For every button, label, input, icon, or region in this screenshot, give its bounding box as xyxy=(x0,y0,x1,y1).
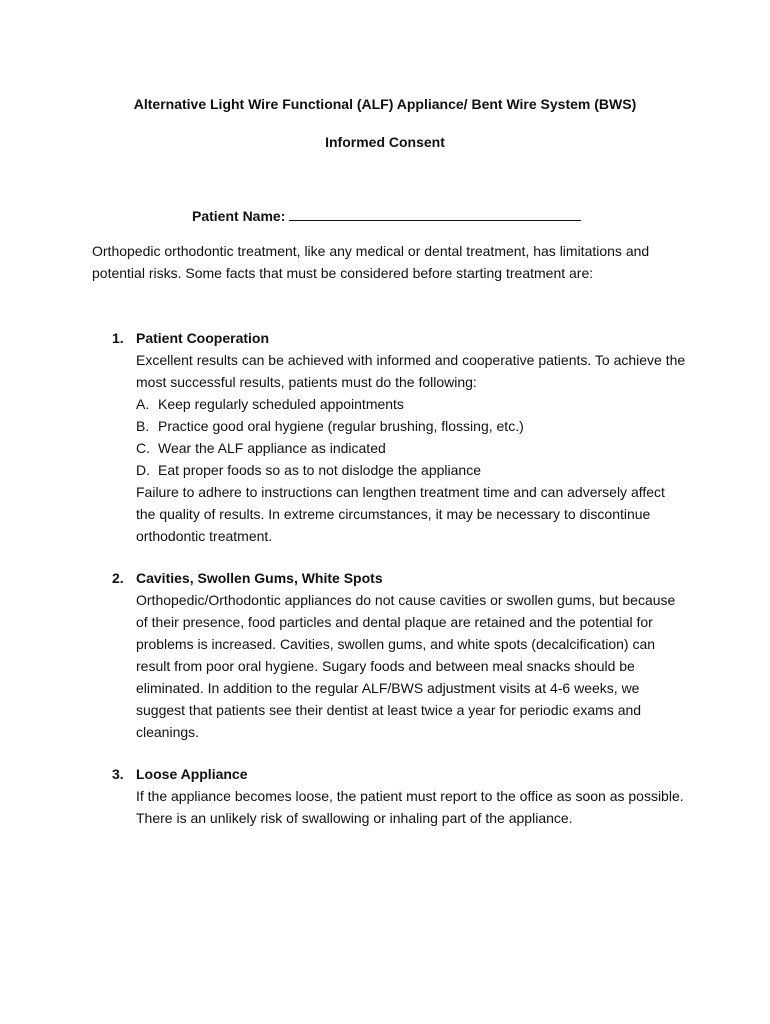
cooperation-list xyxy=(136,393,687,481)
section-title: Cavities, Swollen Gums, White Spots xyxy=(136,570,383,586)
section-cavities xyxy=(112,567,687,743)
patient-name-label: Patient Name: xyxy=(192,208,286,224)
list-text: Wear the ALF appliance as indicated xyxy=(158,440,386,456)
list-item xyxy=(136,459,687,481)
section-number: 2. xyxy=(112,570,124,586)
section-body xyxy=(136,589,687,743)
list-letter: A. xyxy=(136,396,150,412)
patient-name-blank-line[interactable] xyxy=(289,206,581,221)
list-text: Practice good oral hygiene (regular brushing, flossing, etc.) xyxy=(158,418,524,434)
section-heading xyxy=(112,567,687,589)
list-letter: C. xyxy=(136,440,150,456)
list-item xyxy=(136,415,687,437)
section-title: Patient Cooperation xyxy=(136,330,270,346)
section-paragraph: Orthopedic/Orthodontic appliances do not cause cavities or swollen gums, but because of their presence, food particles and dental plaque are retained and the potential for problems is increased. Cavities, swollen gums, and white spots (decalcification) can result from poor oral hygiene. Sugary foods and between meal snacks should be eliminated. In addition to the regular ALF/BWS adjustment visits at 4-6 weeks, we suggest that patients see their dentist at least twice a year for periodic exams and cleanings. xyxy=(136,592,676,740)
list-letter: D. xyxy=(136,462,150,478)
section-number: 3. xyxy=(112,766,124,782)
section-loose-appliance xyxy=(112,763,687,829)
section-number: 1. xyxy=(112,330,124,346)
section-heading xyxy=(112,763,687,785)
section-patient-cooperation xyxy=(112,327,687,547)
section-body xyxy=(136,785,687,829)
patient-name-field[interactable] xyxy=(192,206,581,225)
section-footer-paragraph: Failure to adhere to instructions can lengthen treatment time and can adversely affect the quality of results. In extreme circumstances, it may be necessary to discontinue orthodontic treatment. xyxy=(136,484,665,544)
document-title: Alternative Light Wire Functional (ALF) Appliance/ Bent Wire System (BWS) xyxy=(133,96,637,112)
list-item xyxy=(136,437,687,459)
list-letter: B. xyxy=(136,418,150,434)
list-text: Eat proper foods so as to not dislodge the appliance xyxy=(158,462,481,478)
list-text: Keep regularly scheduled appointments xyxy=(158,396,404,412)
section-body xyxy=(136,349,687,547)
section-title: Loose Appliance xyxy=(136,766,248,782)
document-subtitle: Informed Consent xyxy=(325,134,445,150)
list-item xyxy=(136,393,687,415)
section-paragraph: Excellent results can be achieved with informed and cooperative patients. To achieve the most successful results, patients must do the following: xyxy=(136,352,686,390)
section-heading xyxy=(112,327,687,349)
section-paragraph: If the appliance becomes loose, the patient must report to the office as soon as possible. There is an unlikely risk of swallowing or inhaling part of the appliance. xyxy=(136,788,684,826)
intro-paragraph: Orthopedic orthodontic treatment, like any medical or dental treatment, has limitations and potential risks. Some facts that must be considered before starting treatment are: xyxy=(92,243,650,281)
